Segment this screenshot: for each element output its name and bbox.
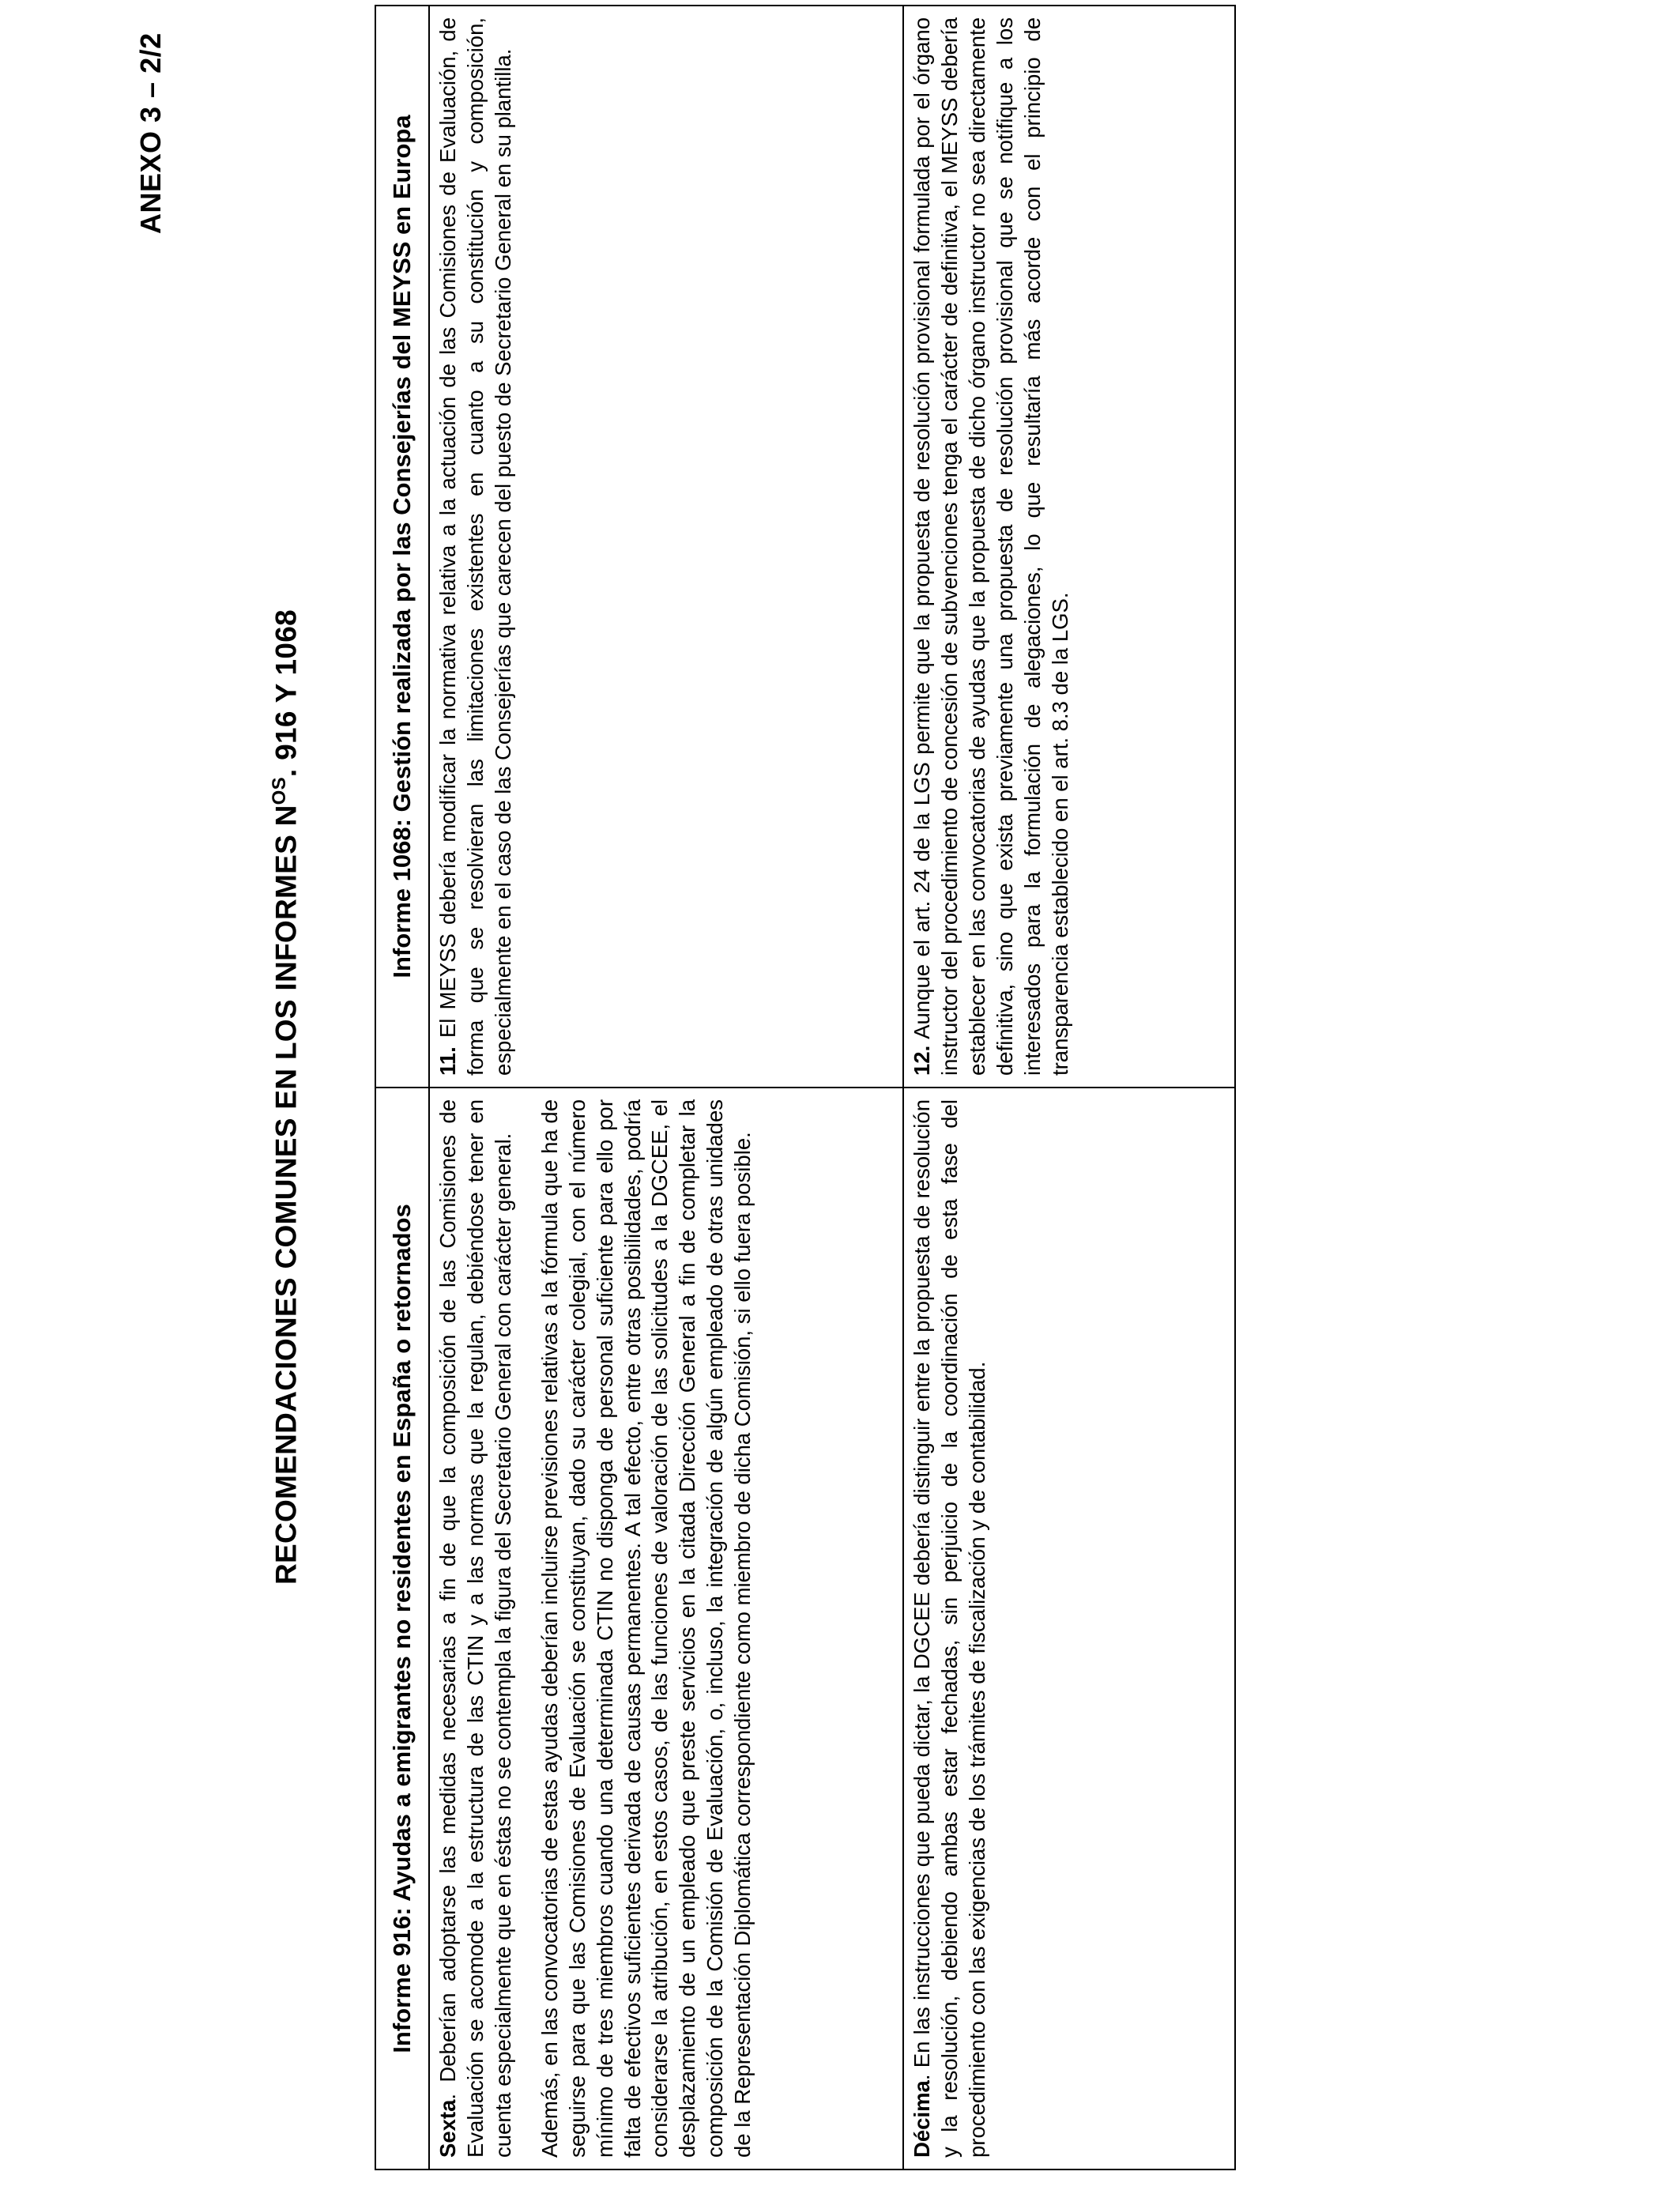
column-header-informe-916: Informe 916: Ayudas a emigrantes no residentes en España o retornados (375, 1088, 429, 2169)
table-header-row (375, 6, 429, 2169)
column-header-informe-1068: Informe 1068: Gestión realizada por las Consejerías del MEYSS en Europa (375, 6, 429, 1088)
recommendation-text: . Deberían adoptarse las medidas necesarias a fin de que la composición de las Comisiones de Evaluación se acomode a la estructura de las CTIN y a las normas que la regulan, debiéndose tener en cuenta especialmente que en éstas no se contempla la figura del Secretario General con carácter general. (435, 1099, 515, 2158)
recommendation-text: . En las instrucciones que pueda dictar, la DGCEE debería distinguir entre la propuesta de resolución y la resolución, debiendo ambas estar fechadas, sin perjuicio de la coordinación de esta fase del procedimiento con las exigencias de los trámites de fiscalización y de contabilidad. (910, 1099, 989, 2158)
table-cell-informe-1068 (429, 6, 903, 1088)
table-cell-informe-1068 (903, 6, 1235, 1088)
recommendation-text: Aunque el art. 24 de la LGS permite que la propuesta de resolución provisional formulada por el órgano instructor del procedimiento de concesión de subvenciones tenga el carácter de definitiva, el MEYSS debería establecer en las convocatorias de ayudas que la propuesta de dicho órgano instructor no sea directamente definitiva, sino que exista previamente una propuesta de resolución provisional que se notifique a los interesados para la formulación de alegaciones, lo que resultaría más acorde con el principio de transparencia establecido en el art. 8.3 de la LGS. (910, 17, 1072, 1076)
page-title (269, 0, 303, 2194)
recommendation-paragraph (435, 17, 518, 1076)
annex-label: ANEXO 3 – 2/2 (134, 32, 167, 234)
table-cell-informe-916 (903, 1088, 1235, 2169)
recommendation-paragraph (435, 1099, 518, 2158)
recommendation-label: 12. (910, 1045, 934, 1076)
recommendation-text: Además, en las convocatorias de estas ayudas deberían incluirse previsiones relativas a la fórmula que ha de seguirse para que las Comisiones de Evaluación se constituyan, dado su carácter colegial, con el número mínimo de tres miembros cuando una determinada CTIN no disponga de personal suficiente para ello por falta de efectivos suficientes derivada de causas permanentes. A tal efecto, entre otras posibilidades, podría considerarse la atribución, en estos casos, de las funciones de valoración de las solicitudes a la DGCEE, el desplazamiento de un empleado que preste servicios en la citada Dirección General a fin de completar la composición de la Comisión de Evaluación, o, incluso, la integración de algún empleado de otras unidades de la Representación Diplomática correspondiente como miembro de dicha Comisión, si ello fuera posible. (537, 1099, 755, 2158)
recommendation-label: 11. (435, 1046, 460, 1076)
title-superscript: OS (269, 777, 290, 805)
recommendation-paragraph (909, 1099, 992, 2158)
recommendation-label: Sexta (435, 2099, 460, 2158)
recommendation-paragraph (909, 17, 1075, 1076)
recommendations-table (375, 5, 1236, 2170)
table-cell-informe-916 (429, 1088, 903, 2169)
table-row (903, 6, 1235, 2169)
recommendation-label: Décima (910, 2080, 934, 2158)
title-tail: . 916 Y 1068 (269, 609, 303, 778)
title-main: RECOMENDACIONES COMUNES EN LOS INFORMES N (269, 805, 303, 1585)
recommendation-paragraph (537, 1099, 757, 2158)
table-row (429, 6, 903, 2169)
recommendation-text: El MEYSS debería modificar la normativa relativa a la actuación de las Comisiones de Evaluación, de forma que se resolvieran las limitaciones existentes en cuanto a su constitución y composición, especialmente en el caso de las Consejerías que carecen del puesto de Secretario General en su plantilla. (435, 17, 515, 1076)
